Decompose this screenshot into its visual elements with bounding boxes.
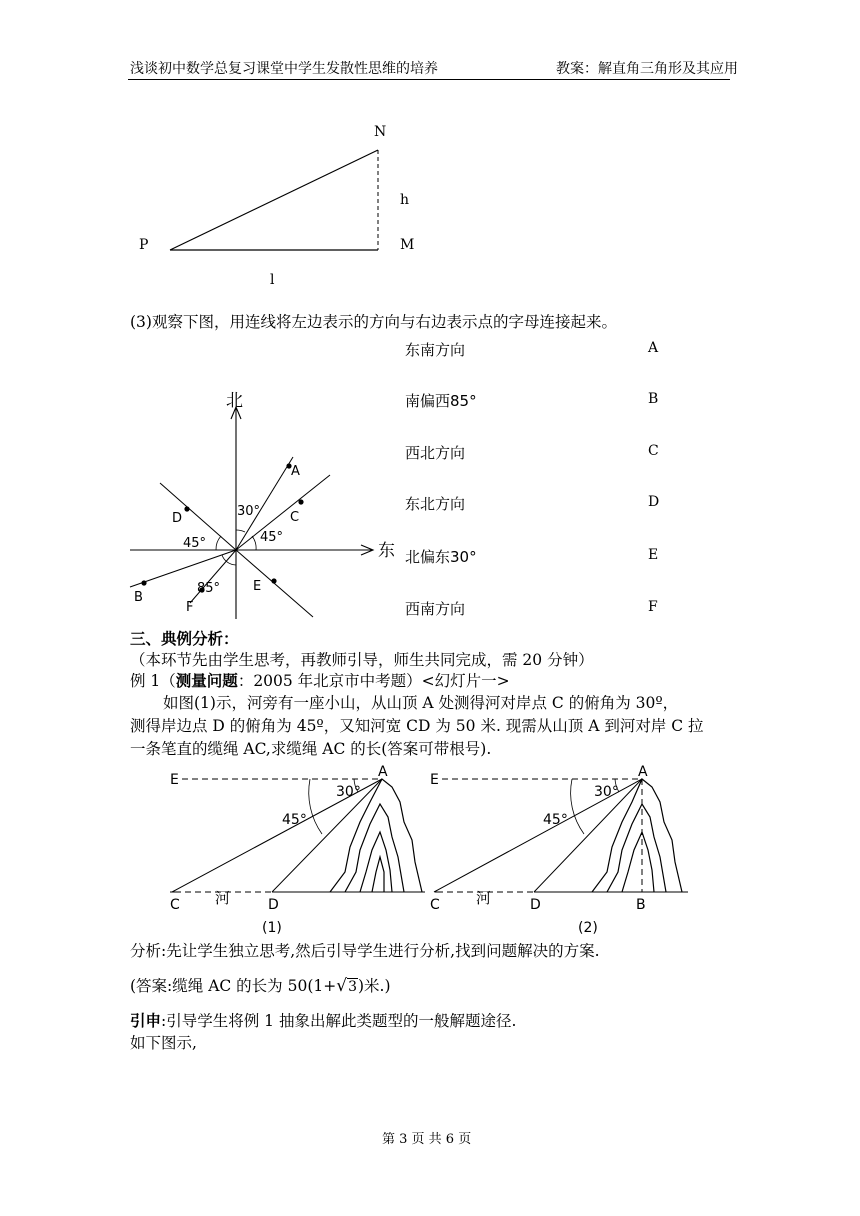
angle-85-label: 85° xyxy=(197,581,221,596)
north-label: 北 xyxy=(226,391,243,411)
compass-label-A: A xyxy=(291,464,300,479)
compass-label-C: C xyxy=(290,510,300,525)
fig2-label-B: B xyxy=(636,897,646,913)
fig1-label-C: C xyxy=(170,897,180,913)
fig2-label-D: D xyxy=(530,897,541,913)
compass-label-F: F xyxy=(186,600,194,615)
compass-label-B: B xyxy=(134,590,143,605)
figure-1 xyxy=(170,779,425,892)
example-1-para-2: 测得岸边点 D 的俯角为 45º，又知河宽 CD 为 50 米. 现需从山顶 A 到河对岸 C 拉 xyxy=(130,717,704,735)
example-1-para-1: 如图(1)示，河旁有一座小山，从山顶 A 处测得河对岸点 C 的俯角为 30º， xyxy=(163,694,679,712)
direction-3: 西北方向 xyxy=(405,444,466,462)
page-footer: 第 3 页 共 6 页 xyxy=(382,1132,472,1147)
arc-45-east xyxy=(252,536,256,550)
fig2-label-A: A xyxy=(638,764,648,780)
point-E xyxy=(271,578,276,583)
label-N: N xyxy=(374,124,387,140)
fig2-label-E: E xyxy=(430,772,439,788)
fig1-angle-30: 30° xyxy=(336,784,361,800)
answer-text: (答案:缆绳 AC 的长为 50(1+√3)米.) xyxy=(130,976,391,996)
letter-1: A xyxy=(648,340,659,356)
direction-1: 东南方向 xyxy=(405,341,466,359)
example-1-heading: 例 1（测量问题：2005 年北京市中考题）<幻灯片一> xyxy=(130,672,510,690)
letter-5: E xyxy=(648,547,659,563)
point-D xyxy=(184,506,189,511)
fig1-angle-45: 45° xyxy=(282,812,307,828)
figure-2 xyxy=(434,779,688,892)
header-rule xyxy=(128,79,730,80)
point-B xyxy=(141,580,146,585)
compass-figure xyxy=(125,385,405,625)
label-l: l xyxy=(270,272,275,288)
fig2-river-label: 河 xyxy=(476,889,492,907)
fig2-angle-45: 45° xyxy=(543,812,568,828)
letter-4: D xyxy=(648,494,660,510)
angle-30-label: 30° xyxy=(237,504,261,519)
fig2-caption: (2) xyxy=(578,920,598,936)
fig1-label-E: E xyxy=(170,772,179,788)
fig1-caption: (1) xyxy=(262,920,282,936)
fig1-label-A: A xyxy=(378,764,388,780)
extension-text: 引申:引导学生将例 1 抽象出解此类题型的一般解题途径. xyxy=(130,1012,517,1030)
label-M: M xyxy=(400,237,415,253)
section-3-note: （本环节先由学生思考，再教师引导，师生共同完成，需 20 分钟） xyxy=(130,651,594,669)
direction-4: 东北方向 xyxy=(405,495,466,513)
east-label: 东 xyxy=(378,541,395,561)
header-left: 浅谈初中数学总复习课堂中学生发散性思维的培养 xyxy=(130,61,438,77)
sqrt-icon: √ xyxy=(336,976,348,996)
arc-30 xyxy=(236,530,245,532)
fig2-label-C: C xyxy=(430,897,440,913)
triangle-figure xyxy=(120,110,440,295)
fig2-angle-30: 30° xyxy=(594,784,619,800)
label-P: P xyxy=(139,237,149,253)
angle-45-east-label: 45° xyxy=(260,530,284,545)
analysis-text: 分析:先让学生独立思考,然后引导学生进行分析,找到问题解决的方案. xyxy=(130,942,600,960)
label-h: h xyxy=(400,192,410,208)
direction-2: 南偏西85° xyxy=(405,392,477,410)
letter-6: F xyxy=(648,599,658,615)
letter-3: C xyxy=(648,443,659,459)
compass-label-E: E xyxy=(253,579,262,594)
followup-text: 如下图示, xyxy=(130,1034,197,1052)
question-3: (3)观察下图，用连线将左边表示的方向与右边表示点的字母连接起来。 xyxy=(130,313,617,331)
example-1-para-3: 一条笔直的缆绳 AC,求缆绳 AC 的长(答案可带根号). xyxy=(130,740,492,758)
direction-6: 西南方向 xyxy=(405,600,466,618)
mountain-figures xyxy=(160,762,700,937)
hypotenuse-line xyxy=(170,150,378,250)
compass-label-D: D xyxy=(172,511,183,526)
letter-2: B xyxy=(648,391,659,407)
arc-45-west xyxy=(216,536,221,550)
direction-5: 北偏东30° xyxy=(405,548,477,566)
header-right: 教案：解直角三角形及其应用 xyxy=(556,61,738,77)
fig1-river-label: 河 xyxy=(215,889,231,907)
point-C xyxy=(298,499,303,504)
section-3-title: 三、典例分析： xyxy=(130,630,239,648)
angle-45-west-label: 45° xyxy=(183,536,207,551)
fig1-label-D: D xyxy=(268,897,279,913)
